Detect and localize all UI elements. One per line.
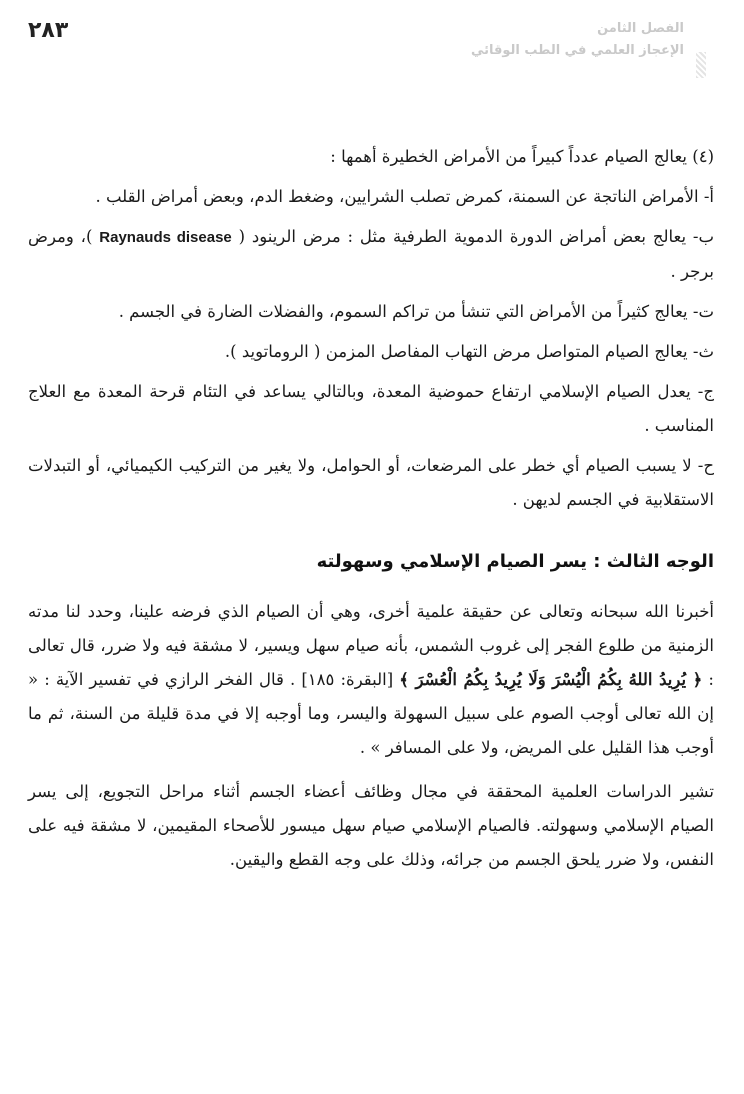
quran-verse: ﴿ يُرِيدُ اللهُ بِكُمُ الْيُسْرَ وَلَا يُرِيدُ بِكُمُ الْعُسْرَ ﴾ <box>399 670 703 689</box>
book-title: الإعجاز العلمي في الطب الوقائي <box>470 43 684 58</box>
running-head <box>471 18 684 62</box>
list-item <box>28 220 714 289</box>
list-item-text: )، ومرض برجر . <box>28 227 714 281</box>
list-item: أ- الأمراض الناتجة عن السمنة، كمرض تصلب الشرايين، وضغط الدم، وبعض أمراض القلب . <box>95 187 714 206</box>
list-intro: (٤) يعالج الصيام عدداً كبيراً من الأمراض الخطيرة أهمها : <box>330 147 714 166</box>
page-content <box>28 140 714 883</box>
list-item-text: ب- يعالج بعض أمراض الدورة الدموية الطرفية مثل : مرض الرينود ( <box>238 227 715 246</box>
chapter-title: الفصل الثامن <box>597 21 684 36</box>
page-number: ٢٨٣ <box>28 18 69 43</box>
paragraph-text: أخبرنا الله سبحانه وتعالى عن حقيقة علمية أخرى، وهي أن الصيام الذي فرضه علينا، وحدد لنا مدته الزمنية من طلوع الفجر إلى غروب الشمس، بأنه صيام سهل ويسير، لا مشقة فيه ولا ضرر، قال تعالى : <box>28 602 714 689</box>
page-header <box>28 14 684 84</box>
latin-term: Raynauds disease <box>99 229 232 246</box>
section-heading: الوجه الثالث : يسر الصيام الإسلامي وسهولته <box>316 551 714 572</box>
list-item: ح- لا يسبب الصيام أي خطر على المرضعات، أو الحوامل، ولا يغير من التركيب الكيميائي، أو التبدلات الاستقلابية في الجسم لديهن . <box>28 456 714 509</box>
list-item: ج- يعدل الصيام الإسلامي ارتفاع حموضية المعدة، وبالتالي يساعد في التئام قرحة المعدة مع العلاج المناسب . <box>28 382 714 435</box>
verse-reference: [البقرة: ١٨٥] <box>301 670 394 689</box>
header-decoration <box>696 52 706 78</box>
body-paragraph: تشير الدراسات العلمية المحققة في مجال وظائف أعضاء الجسم أثناء مراحل التجويع، إلى يسر الصيام الإسلامي وسهولته. فالصيام الإسلامي صيام سهل ميسور للأصحاء المقيمين، لا مشقة فيه على النفس، ولا ضرر يلحق الجسم من جرائه، وذلك على وجه القطع واليقين. <box>28 782 714 869</box>
body-paragraph <box>28 595 714 765</box>
list-item: ت- يعالج كثيراً من الأمراض التي تنشأ من تراكم السموم، والفضلات الضارة في الجسم . <box>118 302 714 321</box>
list-item: ث- يعالج الصيام المتواصل مرض التهاب المفاصل المزمن ( الروماتويد ). <box>224 342 714 361</box>
paragraph-text: . قال الفخر الرازي في تفسير الآية : « إن الله تعالى أوجب الصوم على سبيل السهولة واليسر، وما أوجبه إلا في مدة قليلة من السنة، ثم ما أوجب هذا القليل على المريض، ولا على المسافر » . <box>28 670 714 757</box>
